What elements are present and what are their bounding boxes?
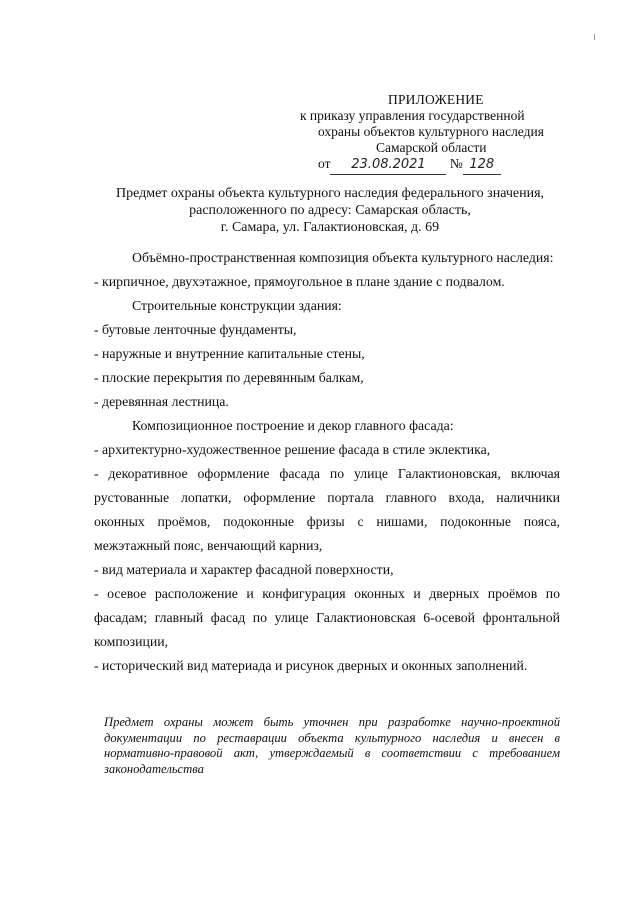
scan-mark bbox=[594, 34, 595, 40]
list-item: - деревянная лестница. bbox=[94, 394, 229, 409]
appendix-line-3: Самарской области bbox=[376, 140, 487, 155]
list-item: - наружные и внутренние капитальные стены, bbox=[94, 346, 365, 361]
subject-line-3: г. Самара, ул. Галактионовская, д. 69 bbox=[220, 220, 440, 235]
order-date: 23.08.2021 bbox=[330, 157, 446, 175]
subject-heading bbox=[100, 185, 560, 236]
date-prefix: от bbox=[318, 156, 331, 171]
list-item-line: композиции, bbox=[94, 634, 169, 649]
subject-line-1: Предмет охраны объекта культурного наследия федерального значения, bbox=[115, 186, 545, 201]
list-item-line: фасадам; главный фасад по улице Галактионовская 6-осевой фронтальной bbox=[94, 610, 560, 625]
appendix-title: ПРИЛОЖЕНИЕ bbox=[388, 92, 484, 107]
list-item-line: - осевое расположение и конфигурация оконных и дверных проёмов по bbox=[94, 586, 560, 601]
protection-subject-list bbox=[94, 246, 560, 678]
section-heading: Композиционное построение и декор главного фасада: bbox=[132, 418, 454, 433]
footnote-remark: Предмет охраны может быть уточнен при разработке научно-проектной документации по реставрации объекта культурного наследия и внесен в нормативно-правовой акт, утверждаемый в соответствии с требованием законодательства bbox=[104, 715, 560, 776]
order-date-line bbox=[318, 156, 501, 175]
list-item: - исторический вид материада и рисунок дверных и оконных заполнений. bbox=[94, 658, 528, 673]
list-item: - вид материала и характер фасадной поверхности, bbox=[94, 562, 394, 577]
section-heading: Строительные конструкции здания: bbox=[132, 298, 342, 313]
order-number: 128 bbox=[463, 157, 501, 175]
list-item-line: межэтажный пояс, венчающий карниз, bbox=[94, 538, 323, 553]
section-heading: Объёмно-пространственная композиция объекта культурного наследия: bbox=[132, 250, 554, 265]
list-item: - кирпичное, двухэтажное, прямоугольное в плане здание с подвалом. bbox=[94, 274, 505, 289]
appendix-line-2: охраны объектов культурного наследия bbox=[318, 124, 544, 139]
subject-line-2: расположенного по адресу: Самарская область, bbox=[189, 203, 471, 218]
list-item: - плоские перекрытия по деревянным балкам, bbox=[94, 370, 364, 385]
list-item: - архитектурно-художественное решение фасада в стиле эклектика, bbox=[94, 442, 491, 457]
appendix-line-1: к приказу управления государственной bbox=[300, 108, 525, 123]
list-item: - бутовые ленточные фундаменты, bbox=[94, 322, 297, 337]
list-item-line: - декоративное оформление фасада по улице Галактионовская, включая bbox=[94, 466, 560, 481]
list-item-line: оконных проёмов, подоконные фризы с нишами, подоконные пояса, bbox=[94, 514, 560, 529]
list-item-line: рустованные лопатки, оформление портала главного входа, наличники bbox=[94, 490, 560, 505]
number-prefix: № bbox=[449, 156, 463, 171]
